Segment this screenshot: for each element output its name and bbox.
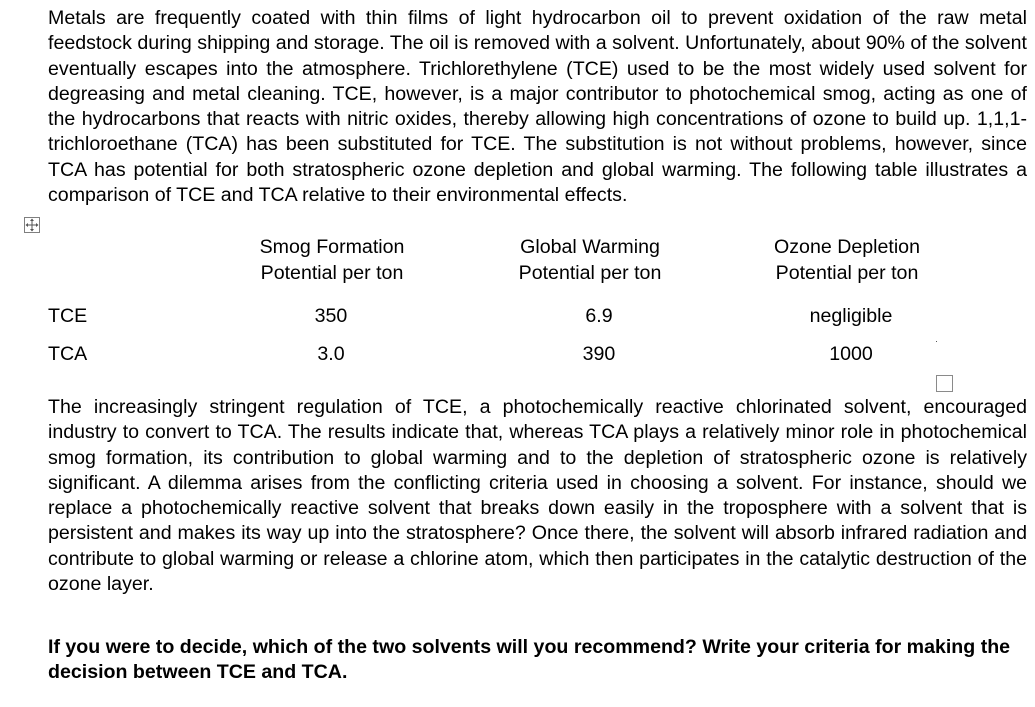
tca-warming-value: 390 — [582, 343, 616, 365]
discussion-paragraph: The increasingly stringent regulation of TCE, a photochemically reactive chlorinated solvent, encouraged industry to convert to TCA. The results indicate that, whereas TCA plays a relatively minor role in photochemical smog formation, its contribution to global warming and to the depletion of stratospheric ozone is relatively significant. A dilemma arises from the conflicting criteria used in choosing a solvent. For instance, should we replace a photochemically reactive solvent that breaks down easily in the troposphere with a solvent that is persistent and makes its way up into the stratosphere? Once there, the solvent will absorb infrared radiation and contribute to global warming or release a chlorine atom, which then participates in the catalytic destruction of the ozone layer. — [48, 396, 1027, 596]
tce-ozone-value: negligible — [809, 305, 893, 327]
col-header-ozone-line2: Potential per ton — [775, 262, 919, 284]
col-header-ozone-line1: Ozone Depletion — [774, 236, 920, 258]
tca-smog-value: 3.0 — [317, 343, 345, 365]
row-label-tce: TCE — [48, 305, 88, 327]
table-resize-handle-icon[interactable] — [936, 375, 953, 392]
question-paragraph: If you were to decide, which of the two solvents will you recommend? Write your criteria for making the decision between TCE and TCA. — [48, 636, 1011, 684]
tce-smog-value: 350 — [314, 305, 348, 327]
stray-dot — [936, 341, 937, 342]
row-label-tca: TCA — [48, 343, 88, 365]
col-header-warming-line2: Potential per ton — [518, 262, 662, 284]
tce-warming-value: 6.9 — [585, 305, 613, 327]
col-header-warming-line1: Global Warming — [520, 236, 660, 258]
col-header-smog-line1: Smog Formation — [259, 236, 405, 258]
table-move-handle-icon[interactable] — [24, 217, 40, 233]
tca-ozone-value: 1000 — [829, 343, 873, 365]
col-header-smog-line2: Potential per ton — [260, 262, 404, 284]
intro-paragraph: Metals are frequently coated with thin films of light hydrocarbon oil to prevent oxidation of the raw metal feedstock during shipping and storage. The oil is removed with a solvent. Unfortunately, about 90% of the solvent eventually escapes into the atmosphere. Trichlorethylene (TCE) used to be the most widely used solvent for degreasing and metal cleaning. TCE, however, is a major contributor to photochemical smog, acting as one of the hydrocarbons that reacts with nitric oxides, thereby allowing high concentrations of ozone to build up. 1,1,1-trichloroethane (TCA) has been substituted for TCE. The substitution is not without problems, however, since TCA has potential for both stratospheric ozone depletion and global warming. The following table illustrates a comparison of TCE and TCA relative to their environmental effects. — [48, 7, 1027, 207]
